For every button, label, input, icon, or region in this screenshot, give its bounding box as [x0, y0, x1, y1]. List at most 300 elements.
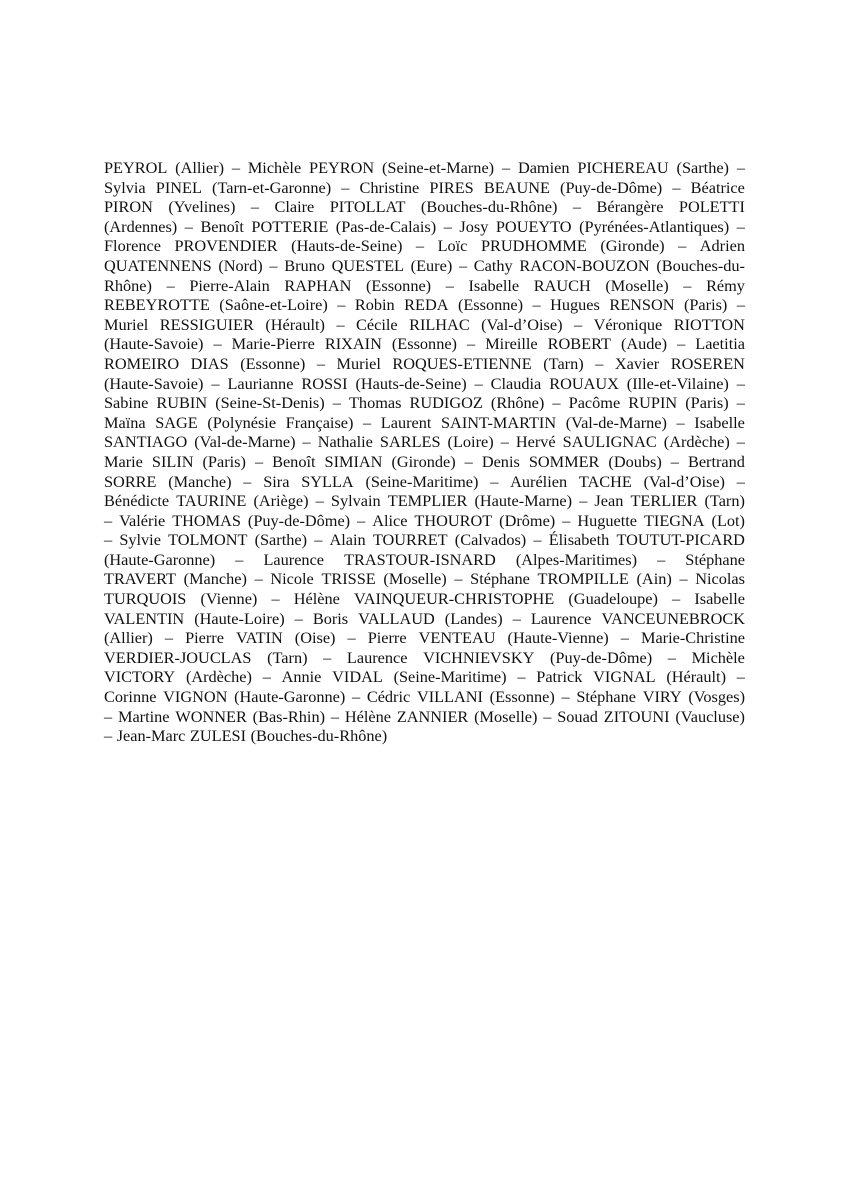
- word: (Bouches-du-Rhône): [250, 726, 388, 746]
- word: RUDIGOZ: [409, 393, 483, 413]
- word: –: [336, 314, 345, 334]
- word: (Ardennes): [104, 216, 178, 236]
- word: Nathalie: [317, 432, 373, 452]
- word: SORRE: [104, 471, 157, 491]
- word: Claire: [274, 197, 315, 217]
- word: VILLANI: [416, 687, 483, 707]
- text-line: [104, 315, 745, 335]
- word: (Val-de-Marne): [565, 412, 667, 432]
- text-line: [104, 530, 745, 550]
- word: TACHE: [578, 471, 632, 491]
- text-line: [104, 472, 745, 492]
- word: VICHNIEVSKY: [423, 647, 535, 667]
- word: (Puy-de-Dôme): [247, 510, 351, 530]
- word: (Allier): [175, 158, 224, 177]
- word: Véronique: [593, 314, 663, 334]
- word: (Val-d’Oise): [643, 471, 725, 491]
- word: Laurianne: [227, 373, 294, 393]
- word: (Polynésie: [207, 412, 277, 432]
- word: Cathy: [473, 255, 513, 275]
- word: Aurélien: [510, 471, 568, 491]
- word: Cécile: [356, 314, 398, 334]
- word: VERDIER-JOUCLAS: [104, 647, 252, 667]
- word: RIXAIN: [324, 334, 382, 354]
- word: Jean-Marc: [116, 726, 186, 746]
- text-line: [104, 276, 745, 296]
- word: (Ariège): [253, 491, 309, 511]
- word: SAULIGNAC: [562, 432, 657, 452]
- word: –: [501, 158, 511, 177]
- word: (Ardèche): [663, 432, 730, 452]
- word: Jean: [594, 491, 624, 511]
- word: (Ain): [636, 569, 672, 589]
- word: –: [552, 393, 561, 413]
- word: (Haute-Garonne): [234, 687, 346, 707]
- word: –: [443, 216, 452, 236]
- word: (Tarn): [704, 491, 745, 511]
- text-line: [104, 158, 745, 178]
- text-line: [104, 628, 745, 648]
- word: –: [500, 432, 509, 452]
- word: VIGNAL: [593, 667, 656, 687]
- word: Laurence: [263, 549, 325, 569]
- word: (Lot): [711, 510, 745, 530]
- word: –: [667, 647, 676, 667]
- word: (Gironde): [391, 451, 456, 471]
- word: Thomas: [348, 393, 402, 413]
- word: VANCEUNEBROCK: [601, 608, 745, 628]
- word: –: [330, 706, 340, 726]
- word: RAPHAN: [284, 275, 352, 295]
- word: Pierre: [185, 628, 224, 648]
- word: –: [517, 667, 526, 687]
- word: Isabelle: [694, 589, 745, 609]
- word: –: [562, 510, 571, 530]
- word: –: [736, 295, 745, 315]
- text-line: [104, 374, 745, 394]
- word: ROUAUX: [549, 373, 619, 393]
- word: VIRY: [642, 687, 682, 707]
- word: RAUCH: [533, 275, 591, 295]
- text-line: [104, 217, 745, 237]
- word: (Haute-Savoie): [104, 373, 204, 393]
- word: (Doubs): [608, 451, 662, 471]
- word: –: [676, 412, 685, 432]
- word: Mireille: [485, 334, 538, 354]
- word: (Aude): [620, 334, 668, 354]
- word: –: [532, 295, 541, 315]
- word: (Drôme): [499, 510, 556, 530]
- text-line: [104, 334, 745, 354]
- word: (Landes): [444, 608, 503, 628]
- word: (Bouches-du-: [656, 255, 745, 275]
- word: –: [672, 589, 681, 609]
- word: (Puy-de-Dôme): [560, 177, 663, 197]
- word: WONNER: [175, 706, 247, 726]
- word: (Manche): [168, 471, 232, 491]
- word: (Val-d’Oise): [481, 314, 563, 334]
- word: Annie: [281, 667, 322, 687]
- word: (Essonne): [366, 275, 432, 295]
- word: (Eure): [410, 255, 453, 275]
- word: –: [166, 275, 175, 295]
- word: –: [262, 667, 271, 687]
- word: ROMEIRO: [104, 353, 180, 373]
- word: PRUDHOMME: [480, 236, 587, 256]
- text-line: [104, 197, 745, 217]
- word: –: [670, 451, 679, 471]
- word: Stéphane: [685, 549, 745, 569]
- word: (Guadeloupe): [568, 589, 658, 609]
- word: ROQUES-ETIENNE: [392, 353, 532, 373]
- word: Hélène: [293, 589, 340, 609]
- word: –: [315, 491, 324, 511]
- word: (Pas-de-Calais): [335, 216, 437, 236]
- word: TRAVERT: [104, 569, 176, 589]
- word: THOUROT: [414, 510, 493, 530]
- word: –: [512, 608, 521, 628]
- word: Nicole: [270, 569, 314, 589]
- word: POTTERIE: [251, 216, 329, 236]
- word: (Haute-Marne): [474, 491, 573, 511]
- word: Stéphane: [470, 569, 530, 589]
- word: Florence: [104, 236, 161, 256]
- word: –: [337, 295, 346, 315]
- word: (Vienne): [200, 589, 258, 609]
- word: SARLES: [379, 432, 441, 452]
- word: Loïc: [437, 236, 468, 256]
- word: (Val-de-Marne): [194, 432, 296, 452]
- word: TOLMONT: [168, 530, 248, 550]
- word: Marie: [104, 451, 143, 471]
- text-line: [104, 178, 745, 198]
- word: –: [254, 451, 264, 471]
- word: –: [243, 471, 252, 491]
- word: PROVENDIER: [174, 236, 278, 256]
- word: Hervé: [515, 432, 556, 452]
- word: –: [104, 530, 113, 550]
- word: DIAS: [190, 353, 229, 373]
- word: –: [458, 255, 468, 275]
- word: Benoît: [272, 451, 316, 471]
- word: Valérie: [119, 510, 166, 530]
- word: –: [357, 510, 366, 530]
- word: QUATENNENS: [104, 255, 212, 275]
- word: TOUTUT-PICARD: [616, 530, 745, 550]
- word: (Saône-et-Loire): [219, 295, 328, 315]
- word: RILHAC: [409, 314, 470, 334]
- word: PITOLLAT: [329, 197, 406, 217]
- word: Marie-Pierre: [231, 334, 315, 354]
- text-line: [104, 589, 745, 609]
- word: (Vosges): [688, 687, 745, 707]
- word: (Essonne): [240, 353, 306, 373]
- word: (Paris): [685, 393, 729, 413]
- word: –: [561, 687, 570, 707]
- word: (Haute-Savoie): [104, 334, 204, 354]
- word: (Manche): [183, 569, 247, 589]
- text-line: [104, 609, 745, 629]
- word: –: [533, 530, 542, 550]
- text-line: [104, 236, 745, 256]
- word: (Hauts-de-Seine): [355, 373, 467, 393]
- text-line: [104, 726, 745, 746]
- word: TRASTOUR-ISNARD: [344, 549, 496, 569]
- word: Boris: [312, 608, 349, 628]
- word: Huguette: [577, 510, 637, 530]
- word: (Sarthe): [676, 158, 729, 177]
- word: –: [363, 412, 372, 432]
- word: VALLAUD: [358, 608, 435, 628]
- word: (Oise): [294, 628, 336, 648]
- word: Sabine: [104, 393, 149, 413]
- word: (Bouches-du-Rhône): [420, 197, 558, 217]
- word: –: [415, 236, 425, 256]
- text-line: [104, 491, 745, 511]
- word: SAINT-MARTIN: [441, 412, 557, 432]
- word: ZULESI: [189, 726, 247, 746]
- word: –: [677, 334, 686, 354]
- word: TRISSE: [321, 569, 376, 589]
- word: Béatrice: [690, 177, 745, 197]
- word: VIDAL: [332, 667, 383, 687]
- word: –: [464, 451, 473, 471]
- word: (Haute-Loire): [194, 608, 285, 628]
- word: Christine: [359, 177, 420, 197]
- word: (Essonne): [391, 334, 457, 354]
- word: –: [467, 334, 476, 354]
- word: (Seine-et-Marne): [382, 158, 495, 177]
- word: Pierre: [367, 628, 407, 648]
- word: ROBERT: [547, 334, 611, 354]
- word: (Alpes-Maritimes): [515, 549, 638, 569]
- word: Rhône): [104, 275, 152, 295]
- word: RIOTTON: [673, 314, 745, 334]
- word: PICHEREAU: [577, 158, 669, 177]
- word: (Puy-de-Dôme): [549, 647, 653, 667]
- word: (Vaucluse): [675, 706, 745, 726]
- word: VICTORY: [104, 667, 176, 687]
- word: PIRON: [104, 197, 153, 217]
- word: SOMMER: [528, 451, 600, 471]
- word: –: [572, 197, 582, 217]
- word: ZITOUNI: [603, 706, 670, 726]
- word: –: [595, 353, 604, 373]
- word: (Bas-Rhin): [252, 706, 326, 726]
- word: (Hérault): [666, 667, 726, 687]
- word: Hélène: [344, 706, 391, 726]
- word: –: [490, 471, 499, 491]
- word: SYLLA: [301, 471, 354, 491]
- word: Cédric: [366, 687, 411, 707]
- word: Damien: [517, 158, 570, 177]
- word: RESSIGUIER: [159, 314, 254, 334]
- text-line: [104, 413, 745, 433]
- word: –: [316, 353, 325, 373]
- word: (Allier): [104, 628, 153, 648]
- word: VALENTIN: [104, 608, 185, 628]
- word: (Haute-Garonne): [104, 549, 216, 569]
- word: –: [657, 549, 666, 569]
- word: Isabelle: [694, 412, 745, 432]
- word: VENTEAU: [418, 628, 496, 648]
- text-line: [104, 648, 745, 668]
- word: –: [104, 706, 113, 726]
- word: Souad: [557, 706, 598, 726]
- word: –: [314, 530, 323, 550]
- word: –: [454, 569, 463, 589]
- word: Bruno: [284, 255, 325, 275]
- word: Rémy: [706, 275, 745, 295]
- word: RENSON: [609, 295, 675, 315]
- word: Laurence: [530, 608, 592, 628]
- word: –: [736, 432, 745, 452]
- word: (Moselle): [605, 275, 669, 295]
- word: (Sarthe): [254, 530, 308, 550]
- word: POLETTI: [678, 197, 745, 217]
- word: Française): [285, 412, 354, 432]
- word: –: [736, 216, 745, 236]
- word: (Seine-St-Denis): [215, 393, 325, 413]
- word: POUEYTO: [495, 216, 572, 236]
- word: Pacôme: [568, 393, 621, 413]
- word: Bertrand: [687, 451, 745, 471]
- word: –: [736, 158, 745, 177]
- word: –: [184, 216, 193, 236]
- text-line: [104, 550, 745, 570]
- word: –: [231, 158, 240, 177]
- word: –: [736, 471, 745, 491]
- word: (Paris): [202, 451, 246, 471]
- word: TROMPILLE: [537, 569, 629, 589]
- word: –: [678, 236, 687, 256]
- word: Laurent: [380, 412, 432, 432]
- word: (Tarn): [267, 647, 308, 667]
- word: (Haute-Vienne): [507, 628, 609, 648]
- word: Élisabeth: [548, 530, 610, 550]
- word: Patrick: [536, 667, 583, 687]
- word: –: [672, 177, 681, 197]
- word: (Paris): [683, 295, 728, 315]
- deputies-list-paragraph: [104, 158, 745, 746]
- word: –: [736, 393, 745, 413]
- text-line: [104, 687, 745, 707]
- text-line: [104, 432, 745, 452]
- word: –: [104, 510, 113, 530]
- word: SILIN: [151, 451, 194, 471]
- word: (Rhône): [490, 393, 545, 413]
- word: Alice: [372, 510, 408, 530]
- word: REDA: [404, 295, 449, 315]
- word: (Tarn): [543, 353, 584, 373]
- word: –: [235, 549, 244, 569]
- word: ROSEREN: [670, 353, 745, 373]
- word: Adrien: [699, 236, 745, 256]
- word: SANTIAGO: [104, 432, 188, 452]
- word: –: [573, 314, 583, 334]
- word: Isabelle: [468, 275, 520, 295]
- text-line: [104, 511, 745, 531]
- word: Sylvia: [104, 177, 146, 197]
- word: (Moselle): [474, 706, 538, 726]
- word: (Calvados): [454, 530, 527, 550]
- word: Sylvain: [330, 491, 381, 511]
- text-line: [104, 707, 745, 727]
- word: TIEGNA: [643, 510, 705, 530]
- word: TEMPLIER: [387, 491, 468, 511]
- word: –: [543, 706, 552, 726]
- word: –: [736, 373, 745, 393]
- word: TERLIER: [630, 491, 698, 511]
- word: –: [683, 275, 692, 295]
- text-line: [104, 569, 745, 589]
- word: Hugues: [550, 295, 600, 315]
- word: (Seine-Maritime): [365, 471, 479, 491]
- word: ZANNIER: [396, 706, 469, 726]
- word: THOMAS: [172, 510, 241, 530]
- word: VIGNON: [163, 687, 228, 707]
- word: –: [271, 589, 280, 609]
- word: Xavier: [614, 353, 660, 373]
- word: PEYRON: [309, 158, 375, 177]
- word: –: [213, 334, 222, 354]
- word: Bénédicte: [104, 491, 170, 511]
- word: –: [347, 628, 356, 648]
- word: BEAUNE: [483, 177, 550, 197]
- word: –: [579, 491, 588, 511]
- word: –: [332, 393, 341, 413]
- word: TAURINE: [176, 491, 247, 511]
- word: –: [302, 432, 311, 452]
- word: Michèle: [691, 647, 745, 667]
- word: –: [250, 197, 260, 217]
- word: Denis: [481, 451, 520, 471]
- word: (Loire): [447, 432, 494, 452]
- word: Muriel: [336, 353, 381, 373]
- word: (Gironde): [600, 236, 665, 256]
- word: PINEL: [155, 177, 202, 197]
- word: –: [341, 177, 350, 197]
- word: VAINQUEUR-CHRISTOPHE: [354, 589, 555, 609]
- word: –: [679, 569, 688, 589]
- word: Stéphane: [576, 687, 636, 707]
- word: Alain: [329, 530, 366, 550]
- word: –: [351, 687, 361, 707]
- word: Michèle: [247, 158, 302, 177]
- word: SAGE: [155, 412, 198, 432]
- word: (Tarn-et-Garonne): [212, 177, 332, 197]
- word: REBEYROTTE: [104, 295, 210, 315]
- word: QUESTEL: [331, 255, 404, 275]
- word: PIRES: [429, 177, 474, 197]
- word: (Ille-et-Vilaine): [626, 373, 729, 393]
- text-line: [104, 256, 745, 276]
- word: (Nord): [218, 255, 263, 275]
- word: ROSSI: [301, 373, 348, 393]
- word: (Hauts-de-Seine): [291, 236, 403, 256]
- text-line: [104, 452, 745, 472]
- word: Sira: [263, 471, 290, 491]
- word: (Ardèche): [185, 667, 252, 687]
- word: (Yvelines): [168, 197, 236, 217]
- word: (Seine-Maritime): [393, 667, 507, 687]
- word: (Moselle): [383, 569, 447, 589]
- word: –: [474, 373, 483, 393]
- word: Bérangère: [596, 197, 664, 217]
- word: Laetitia: [695, 334, 745, 354]
- word: –: [254, 569, 263, 589]
- word: (Essonne): [489, 687, 555, 707]
